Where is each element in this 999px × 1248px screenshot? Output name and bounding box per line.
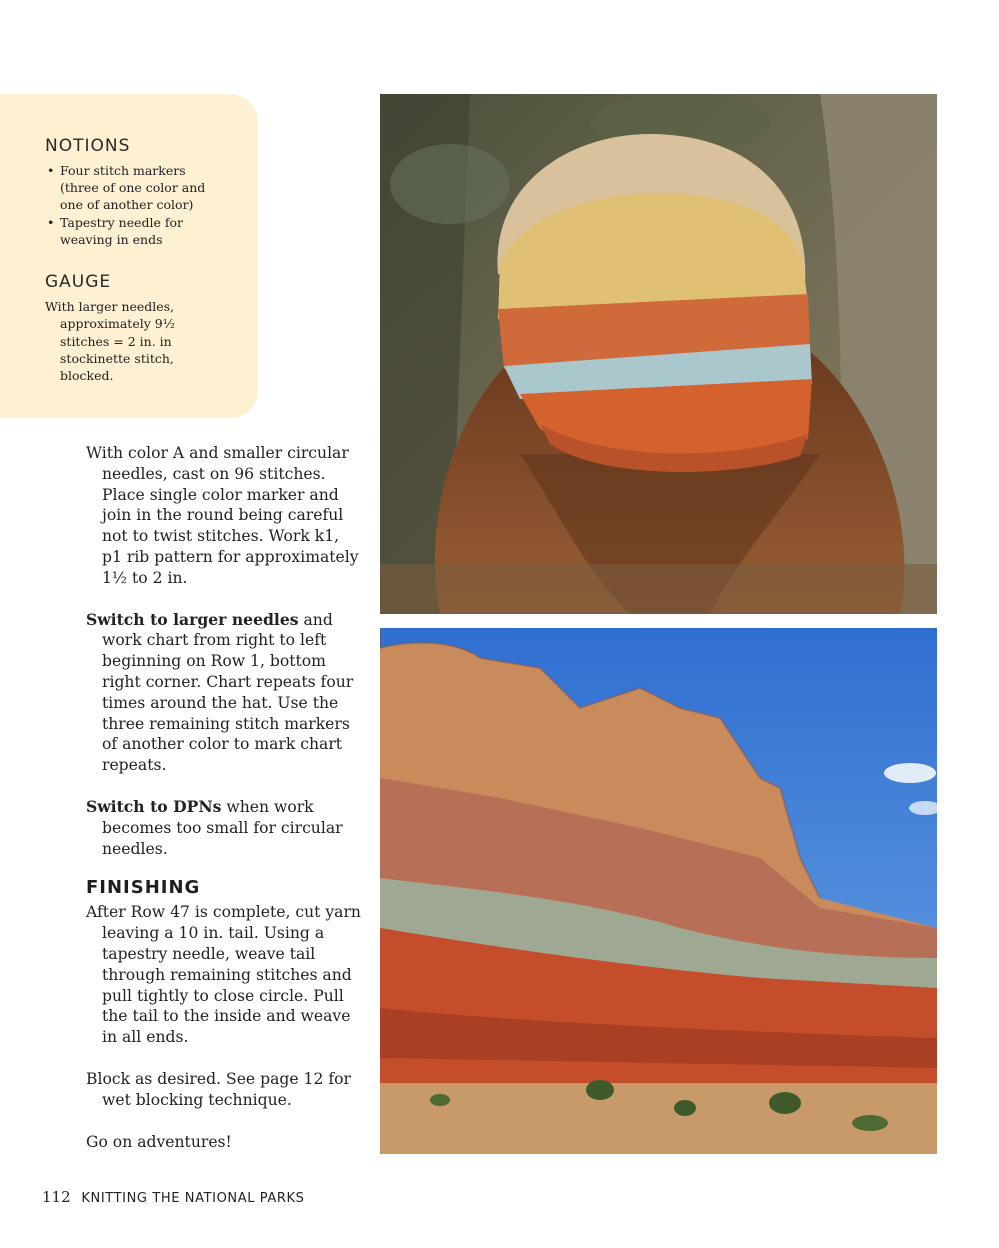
hat-photo xyxy=(380,94,937,614)
dpns-paragraph xyxy=(86,797,361,859)
gauge-heading: GAUGE xyxy=(45,272,112,292)
cast-on-paragraph: With color A and smaller circular needles, cast on 96 stitches. Place single color marker and join in the round being careful not to twist stitches. Work k1, p1 rib pattern for approximately 1½ to 2 in. xyxy=(86,444,359,587)
cliff-landscape-photo xyxy=(380,628,937,1154)
closing-paragraph: Go on adventures! xyxy=(86,1132,232,1151)
notions-heading: NOTIONS xyxy=(45,136,131,156)
dpns-text: when work becomes too small for circular needles. xyxy=(102,797,343,858)
page-footer xyxy=(42,1188,305,1206)
gauge-text: With larger needles, approximately 9½ stitches = 2 in. in stockinette stitch, blocked. xyxy=(45,299,175,384)
notions-list xyxy=(45,162,215,248)
finishing-paragraph: After Row 47 is complete, cut yarn leaving a 10 in. tail. Using a tapestry needle, weave tail through remaining stitches and pull tightly to close circle. Pull the tail to the inside and weave in all ends. xyxy=(86,903,361,1047)
page-number: 112 xyxy=(42,1188,71,1206)
larger-needles-lead: Switch to larger needles xyxy=(86,609,299,629)
dpns-lead: Switch to DPNs xyxy=(86,796,222,816)
book-title: KNITTING THE NATIONAL PARKS xyxy=(81,1191,305,1206)
notion-item-stitch-markers: • Four stitch markers (three of one color and one of another color) xyxy=(45,162,215,214)
notion-item-tapestry-needle: • Tapestry needle for weaving in ends xyxy=(45,214,215,248)
larger-needles-text: and work chart from right to left beginning on Row 1, bottom right corner. Chart repeats four times around the hat. Use the three remaining stitch markers of another color to mark chart repeats. xyxy=(102,610,354,775)
blocking-paragraph: Block as desired. See page 12 for wet blocking technique. xyxy=(86,1069,351,1109)
instructions-column xyxy=(86,443,361,1152)
larger-needles-paragraph xyxy=(86,610,361,776)
finishing-heading: FINISHING xyxy=(86,877,201,899)
notions-gauge-sidebar xyxy=(0,94,258,418)
